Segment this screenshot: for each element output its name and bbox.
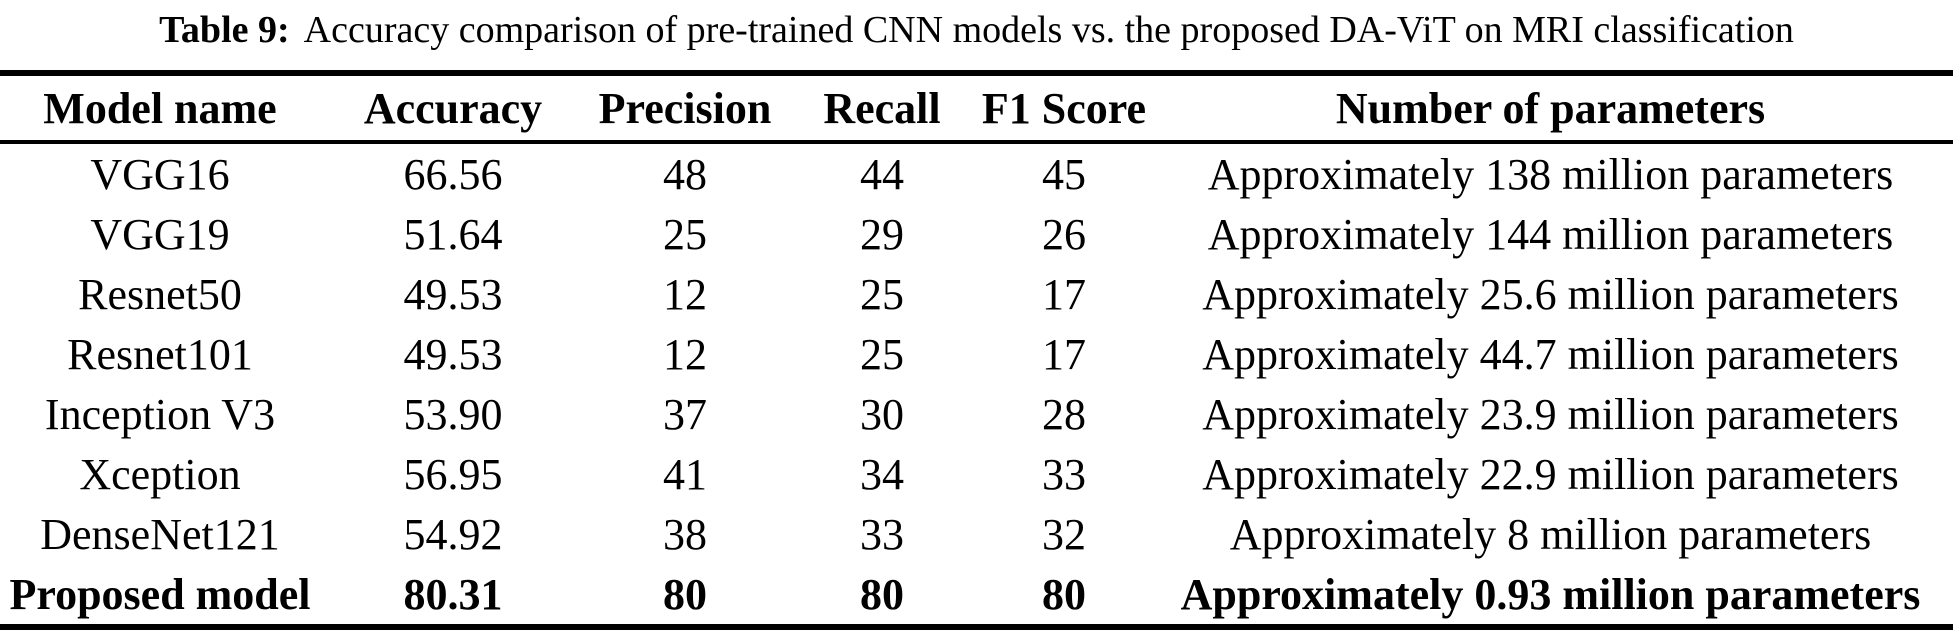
cell-accuracy: 54.92 — [403, 509, 503, 559]
column-header-model-name: Model name — [43, 83, 277, 133]
cell-model-name: Resnet50 — [78, 269, 242, 319]
cell-parameters: Approximately 22.9 million parameters — [1202, 449, 1899, 499]
cell-f1-score: 17 — [1042, 269, 1086, 319]
table-row — [0, 384, 1953, 444]
column-header-recall: Recall — [823, 83, 941, 133]
cell-recall: 34 — [860, 449, 904, 499]
cell-recall: 80 — [860, 569, 904, 619]
table-body — [0, 142, 1953, 627]
cell-model-name: DenseNet121 — [40, 509, 280, 559]
cell-parameters: Approximately 138 million parameters — [1207, 149, 1894, 199]
cell-f1-score: 32 — [1042, 509, 1086, 559]
column-header-parameters: Number of parameters — [1335, 83, 1766, 133]
cell-precision: 12 — [663, 329, 707, 379]
cell-parameters: Approximately 44.7 million parameters — [1202, 329, 1899, 379]
cell-accuracy: 53.90 — [403, 389, 503, 439]
cell-accuracy: 51.64 — [403, 209, 503, 259]
cell-precision: 37 — [663, 389, 707, 439]
cell-accuracy: 49.53 — [403, 269, 503, 319]
cell-parameters: Approximately 0.93 million parameters — [1180, 569, 1921, 619]
cell-accuracy: 66.56 — [403, 149, 503, 199]
cell-recall: 33 — [860, 509, 904, 559]
table-header — [0, 73, 1953, 142]
cell-f1-score: 26 — [1042, 209, 1086, 259]
cell-parameters: Approximately 8 million parameters — [1229, 509, 1872, 559]
cell-f1-score: 28 — [1042, 389, 1086, 439]
cell-precision: 38 — [663, 509, 707, 559]
table-row — [0, 204, 1953, 264]
cell-accuracy: 49.53 — [403, 329, 503, 379]
cell-recall: 29 — [860, 209, 904, 259]
cell-f1-score: 80 — [1042, 569, 1086, 619]
cell-recall: 44 — [860, 149, 904, 199]
results-table — [0, 70, 1953, 630]
column-header-f1-score: F1 Score — [981, 83, 1147, 133]
cell-recall: 25 — [860, 329, 904, 379]
cell-precision: 48 — [663, 149, 707, 199]
column-header-precision: Precision — [598, 83, 772, 133]
table-caption-label: Table 9: — [159, 9, 290, 51]
table-header-row — [0, 73, 1953, 142]
cell-model-name: Inception V3 — [44, 389, 276, 439]
cell-parameters: Approximately 23.9 million parameters — [1202, 389, 1899, 439]
cell-precision: 41 — [663, 449, 707, 499]
cell-precision: 80 — [663, 569, 707, 619]
cell-f1-score: 45 — [1042, 149, 1086, 199]
cell-parameters: Approximately 144 million parameters — [1207, 209, 1894, 259]
table-caption — [0, 0, 1953, 70]
cell-model-name: VGG19 — [90, 209, 230, 259]
cell-model-name: VGG16 — [90, 149, 230, 199]
cell-precision: 12 — [663, 269, 707, 319]
table-row — [0, 444, 1953, 504]
table-row — [0, 142, 1953, 204]
cell-model-name: Resnet101 — [67, 329, 253, 379]
table-row — [0, 264, 1953, 324]
cell-recall: 25 — [860, 269, 904, 319]
cell-accuracy: 56.95 — [403, 449, 503, 499]
table-row — [0, 324, 1953, 384]
cell-parameters: Approximately 25.6 million parameters — [1202, 269, 1899, 319]
table-caption-text: Accuracy comparison of pre-trained CNN models vs. the proposed DA-ViT on MRI classification — [303, 9, 1794, 51]
cell-f1-score: 17 — [1042, 329, 1086, 379]
cell-recall: 30 — [860, 389, 904, 439]
cell-model-name: Xception — [79, 449, 241, 499]
table-row — [0, 564, 1953, 627]
cell-accuracy: 80.31 — [403, 569, 503, 619]
cell-f1-score: 33 — [1042, 449, 1086, 499]
cell-model-name: Proposed model — [9, 569, 311, 619]
table-row — [0, 504, 1953, 564]
cell-precision: 25 — [663, 209, 707, 259]
column-header-accuracy: Accuracy — [363, 83, 543, 133]
